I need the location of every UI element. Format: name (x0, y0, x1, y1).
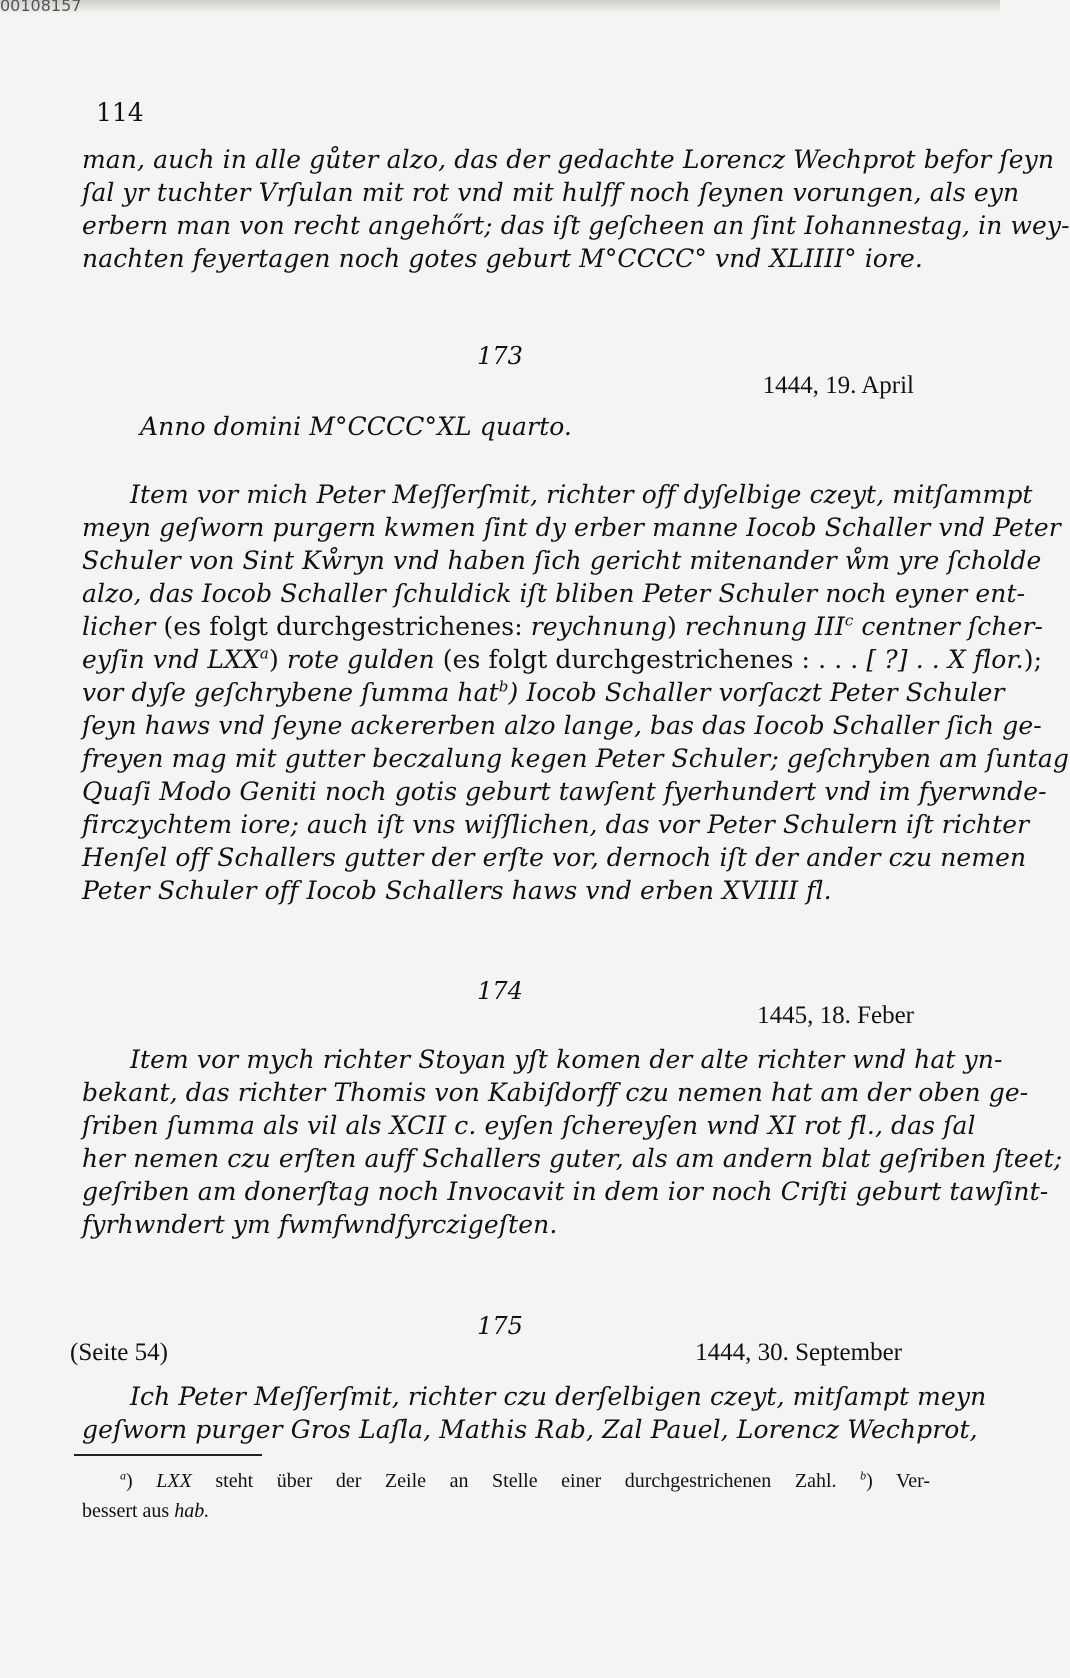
text-line: firczychtem iore; auch iſt vns wiſſlichen, das vor Peter Schulern iſt richter (82, 810, 1030, 839)
text-run: licher (82, 612, 156, 641)
text-line: geſriben am donerſtag noch Invocavit in dem ior noch Criſti geburt tawſint- (82, 1177, 1049, 1206)
entry-date-173: 1444, 19. April (762, 372, 914, 399)
text-line: Anno domini M°CCCC°XL quarto. (140, 412, 572, 441)
text-line: Item vor mich Peter Meſſerſmit, richter off dyſelbige czeyt, mitſammpt (130, 480, 1033, 509)
text-line: her nemen czu erſten auff Schallers guter, als am andern blat geſriben ſteet; (82, 1144, 1063, 1173)
scan-id: 00108157 (0, 0, 82, 15)
text-line: geſworn purger Gros Laſla, Mathis Rab, Zal Pauel, Lorencz Wechprot, (82, 1415, 978, 1444)
text-line-mixed (82, 643, 1043, 676)
text-run: (es folgt durchgestrichenes: (163, 612, 523, 641)
entry-172-tail (82, 143, 1070, 275)
entry-173-opening (140, 410, 572, 443)
text-line: Item vor mych richter Stoyan yſt komen der alte richter wnd hat yn- (130, 1045, 1003, 1074)
text-line: freyen mag mit gutter beczalung kegen Peter Schuler; geſchryben am ſuntag (82, 744, 1069, 773)
footnote-line (82, 1496, 930, 1526)
text-line-mixed (82, 610, 1044, 643)
text-run: ); (1023, 645, 1043, 674)
footnote-mark-a: a (120, 1468, 126, 1483)
entry-number-175: 175 (477, 1312, 523, 1340)
text-line: ſeyn haws vnd ſeyne ackererben alzo lange, bas das Iocob Schaller ſich ge- (82, 711, 1042, 740)
footnotes (82, 1466, 930, 1526)
text-run: (es folgt durchgestrichenes : . . . (442, 645, 859, 674)
text-run: vor dyſe geſchrybene ſumma hat (82, 678, 499, 707)
text-run: [ ?] . . X flor. (866, 645, 1024, 674)
text-line: ſriben ſumma als vil als XCII c. eyſen ſchereyſen wnd XI rot fl., das ſal (82, 1111, 976, 1140)
text-run: ) (666, 612, 677, 641)
footnote-mark-a: a (259, 644, 269, 663)
footnote-mark-b: b (860, 1468, 867, 1483)
text-run: ) Iocob Schaller vorſaczt Peter Schuler (508, 678, 1005, 707)
text-line: meyn geſworn purgern kwmen ſint dy erber manne Iocob Schaller vnd Peter (82, 513, 1061, 542)
text-run: centner ſcher- (861, 612, 1044, 641)
text-line: nachten feyertagen noch gotes geburt M°CCCC° vnd XLIIII° iore. (82, 244, 923, 273)
text-run: ) (268, 645, 279, 674)
text-line: alzo, das Iocob Schaller ſchuldick iſt bliben Peter Schuler noch eyner ent- (82, 579, 1026, 608)
superscript: c (844, 611, 854, 630)
text-line: Schuler von Sint Kẘryn vnd haben ſich gericht mitenander ẘm yre ſcholde (82, 546, 1042, 575)
scan-edge (0, 0, 1000, 14)
text-run: reychnung (530, 612, 667, 641)
text-line: Peter Schuler off Iocob Schallers haws vnd erben XVIIII fl. (82, 876, 832, 905)
page-number: 114 (96, 98, 144, 127)
entry-number-174: 174 (477, 977, 523, 1005)
text-line: man, auch in alle gůter alzo, das der gedachte Lorencz Wechprot befor ſeyn (82, 145, 1055, 174)
text-line-mixed (82, 676, 1005, 709)
footnote-mark-b: b (498, 677, 509, 696)
entry-174-body (82, 1043, 1063, 1241)
text-run: rechnung III (684, 612, 845, 641)
text-run: eyſin vnd LXX (82, 645, 260, 674)
text-run: rote gulden (286, 645, 435, 674)
footnote-a-text: steht über der Zeile an Stelle einer durchgestrichenen Zahl. (215, 1470, 837, 1492)
text-line: Ich Peter Meſſerſmit, richter czu derſelbigen czeyt, mitſampt meyn (130, 1382, 987, 1411)
entry-number-173: 173 (477, 342, 523, 370)
entry-date-174: 1445, 18. Feber (757, 1002, 914, 1029)
text-line: Henſel off Schallers gutter der erſte vor, dernoch iſt der ander czu nemen (82, 843, 1027, 872)
page-reference: (Seite 54) (70, 1339, 168, 1366)
entry-date-175: 1444, 30. September (695, 1339, 902, 1366)
footnote-a-italic: LXX (156, 1470, 192, 1492)
entry-175-body (82, 1380, 987, 1446)
text-line: bekant, das richter Thomis von Kabiſdorff czu nemen hat am der oben ge- (82, 1078, 1029, 1107)
text-line: erbern man von recht angehőrt; das iſt geſcheen an ſint Iohannestag, in wey- (82, 211, 1070, 240)
text-line: Quaſi Modo Geniti noch gotis geburt tawſent fyerhundert vnd im fyerwnde- (82, 777, 1047, 806)
entry-173-body (82, 478, 1069, 907)
text-line: ſal yr tuchter Vrſulan mit rot vnd mit hulff noch ſeynen vorungen, als eyn (82, 178, 1020, 207)
footnote-rule (74, 1454, 262, 1456)
footnote-b-cont: bessert aus (82, 1500, 170, 1522)
footnote-b-italic: hab. (174, 1500, 210, 1522)
text-line: fyrhwndert ym fwmfwndfyrczigeſten. (82, 1210, 558, 1239)
footnote-b-start: Ver- (895, 1470, 930, 1492)
footnote-line: $^a$) LXX steht über der Zeile an Stelle einer durchgestrichenen Zahl. $^b$) Ver- (120, 1468, 930, 1492)
